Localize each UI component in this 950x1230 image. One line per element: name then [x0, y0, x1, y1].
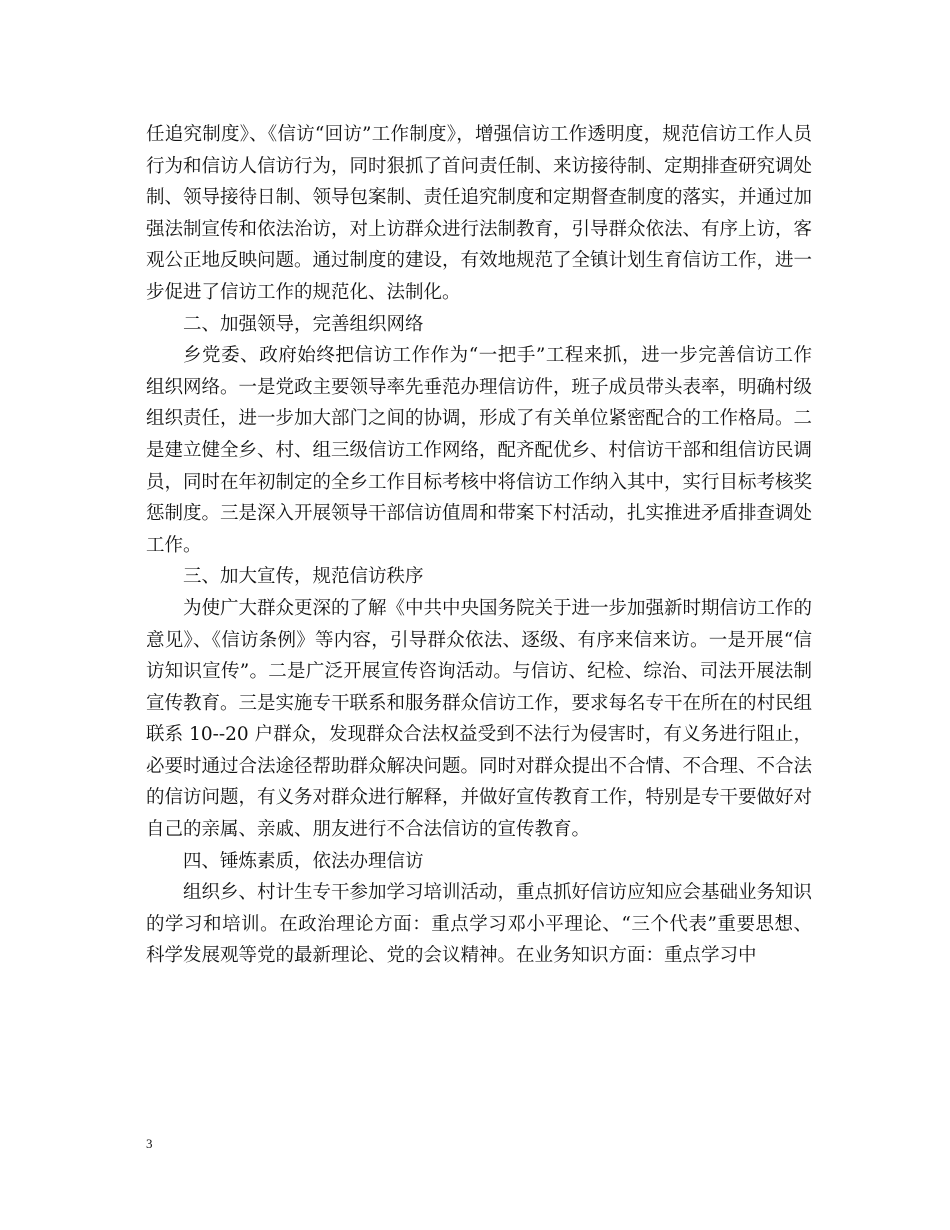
paragraph-continuation: 任追究制度》、《信访“回访”工作制度》，增强信访工作透明度，规范信访工作人员行为和信访人信访行为，同时狠抓了首问责任制、来访接待制、定期排查研究调处制、领导接待日制、领导包案制、责任追究制度和定期督查制度的落实，并通过加强法制宣传和依法治访，对上访群众进行法制教育，引导群众依法、有序上访，客观公正地反映问题。通过制度的建设，有效地规范了全镇计划生育信访工作，进一步促进了信访工作的规范化、法制化。 — [146, 124, 813, 303]
document-body — [146, 119, 812, 972]
page-number: 3 — [146, 1136, 153, 1151]
paragraph-section-2: 乡党委、政府始终把信访工作作为“一把手”工程来抓，进一步完善信访工作组织网络。一是党政主要领导率先垂范办理信访件，班子成员带头表率，明确村级组织责任，进一步加大部门之间的协调，形成了有关单位紧密配合的工作格局。二是建立健全乡、村、组三级信访工作网络，配齐配优乡、村信访干部和组信访民调员，同时在年初制定的全乡工作目标考核中将信访工作纳入其中，实行目标考核奖惩制度。三是深入开展领导干部信访值周和带案下村活动，扎实推进矛盾排查调处工作。 — [146, 345, 813, 556]
paragraph-section-3: 为使广大群众更深的了解《中共中央国务院关于进一步加强新时期信访工作的意见》、《信访条例》等内容，引导群众依法、逐级、有序来信来访。一是开展“信访知识宣传”。二是广泛开展宣传咨询活动。与信访、纪检、综治、司法开展法制宣传教育。三是实施专干联系和服务群众信访工作，要求每名专干在所在的村民组联系 10--20 户群众，发现群众合法权益受到不法行为侵害时，有义务进行阻止，必要时通过合法途径帮助群众解决问题。同时对群众提出不合情、不合理、不合法的信访问题，有义务对群众进行解释，并做好宣传教育工作，特别是专干要做好对自己的亲属、亲戚、朋友进行不合法信访的宣传教育。 — [146, 597, 813, 841]
section-heading-2: 二、加强领导，完善组织网络 — [183, 313, 424, 335]
section-heading-4: 四、锤炼素质，依法办理信访 — [183, 850, 424, 872]
paragraph-section-4: 组织乡、村计生专干参加学习培训活动，重点抓好信访应知应会基础业务知识的学习和培训。在政治理论方面：重点学习邓小平理论、“三个代表”重要思想、科学发展观等党的最新理论、党的会议精神。在业务知识方面：重点学习中 — [146, 882, 813, 967]
section-heading-3: 三、加大宣传，规范信访秩序 — [183, 566, 424, 588]
